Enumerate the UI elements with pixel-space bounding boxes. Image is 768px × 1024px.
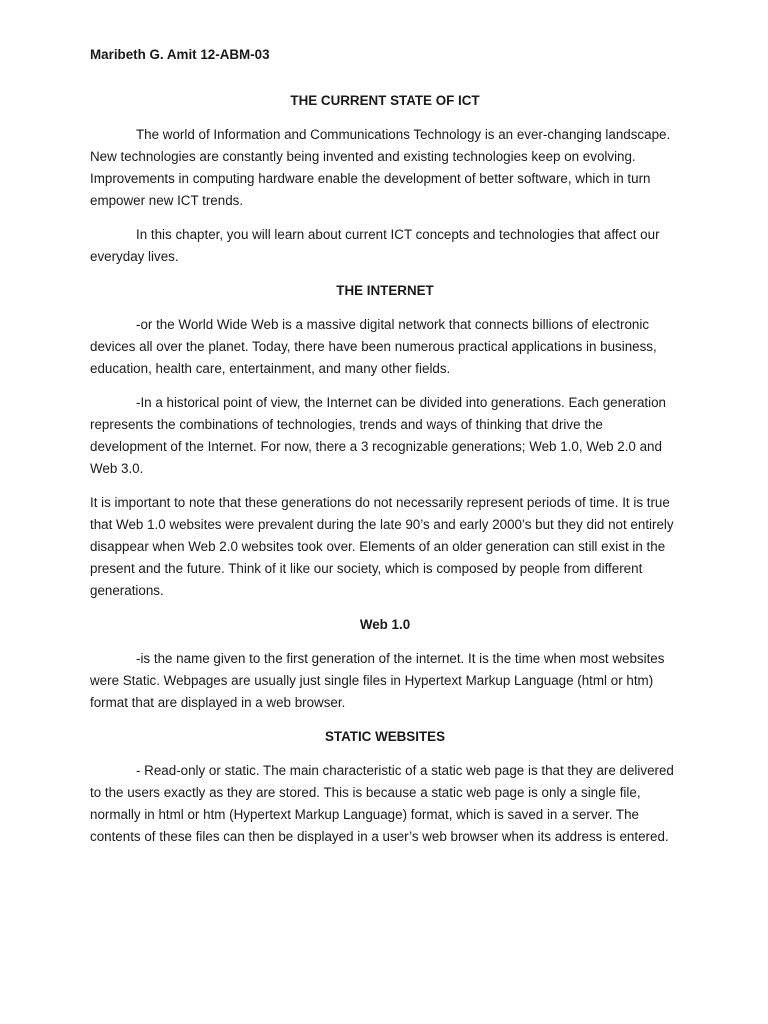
intro-paragraph-2: In this chapter, you will learn about current ICT concepts and technologies that affect our everyday lives.	[90, 227, 660, 264]
document-title: THE CURRENT STATE OF ICT	[290, 93, 480, 108]
internet-paragraph-3: It is important to note that these generations do not necessarily represent periods of time. It is true that Web 1.0 websites were prevalent during the late 90’s and early 2000’s but they did not entirely disappear when Web 2.0 websites took over. Elements of an older generation can still exist in the present and the future. Think of it like our society, which is composed by people from different generations.	[90, 495, 674, 598]
author-line: Maribeth G. Amit 12-ABM-03	[90, 47, 270, 62]
intro-paragraph-1: The world of Information and Communications Technology is an ever-changing landscape. New technologies are constantly being invented and existing technologies keep on evolving. Improvements in computing hardware enable the development of better software, which in turn empower new ICT trends.	[90, 127, 671, 208]
internet-heading: THE INTERNET	[336, 283, 434, 298]
internet-paragraph-2: -In a historical point of view, the Internet can be divided into generations. Each generation represents the combinations of technologies, trends and ways of thinking that drive the development of the Internet. For now, there a 3 recognizable generations; Web 1.0, Web 2.0 and Web 3.0.	[90, 395, 667, 476]
static-websites-paragraph-1: - Read-only or static. The main characteristic of a static web page is that they are delivered to the users exactly as they are stored. This is because a static web page is only a single file, normally in html or htm (Hypertext Markup Language) format, which is saved in a server. The contents of these files can then be displayed in a user’s web browser when its address is entered.	[90, 763, 674, 844]
document-page	[90, 44, 680, 860]
static-websites-heading: STATIC WEBSITES	[324, 729, 446, 744]
internet-paragraph-1: -or the World Wide Web is a massive digital network that connects billions of electronic devices all over the planet. Today, there have been numerous practical applications in business, education, health care, entertainment, and many other fields.	[90, 317, 657, 376]
web1-paragraph-1: -is the name given to the first generation of the internet. It is the time when most websites were Static. Webpages are usually just single files in Hypertext Markup Language (html or htm) format that are displayed in a web browser.	[90, 651, 665, 710]
web1-heading: Web 1.0	[359, 617, 411, 632]
